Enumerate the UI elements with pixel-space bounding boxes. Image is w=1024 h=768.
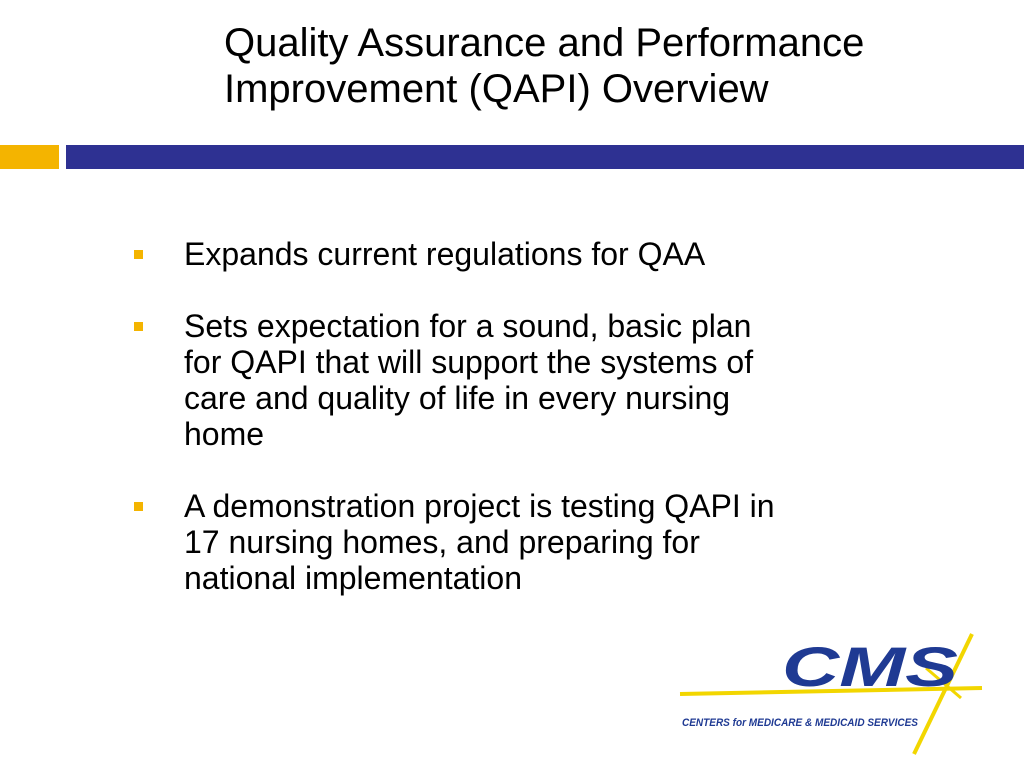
- bullet-line: 17 nursing homes, and preparing for: [184, 524, 700, 560]
- bullet-line: Expands current regulations for QAA: [184, 236, 706, 272]
- title-divider-gold-bar: [0, 145, 59, 169]
- bullet-item: [132, 236, 892, 272]
- title-divider-blue-bar: [66, 145, 1024, 169]
- bullet-item: [132, 488, 892, 596]
- square-bullet-icon: [134, 322, 143, 331]
- bullet-item: [132, 308, 892, 452]
- bullet-line: Sets expectation for a sound, basic plan: [184, 308, 752, 344]
- slide-title: [224, 20, 1004, 112]
- slide-title-line-1: Quality Assurance and Performance: [224, 21, 865, 65]
- cms-logo: [676, 628, 988, 760]
- bullet-line: care and quality of life in every nursing: [184, 380, 731, 416]
- bullet-line: national implementation: [184, 560, 522, 596]
- slide-title-line-2: Improvement (QAPI) Overview: [224, 67, 769, 111]
- bullet-line: A demonstration project is testing QAPI in: [184, 488, 775, 524]
- bullet-line: for QAPI that will support the systems of: [184, 344, 754, 380]
- bullet-list: [132, 236, 892, 632]
- bullet-text: [184, 488, 892, 596]
- logo-letters: CMS: [782, 635, 958, 698]
- logo-tagline: CENTERS for MEDICARE & MEDICAID SERVICES: [682, 717, 919, 729]
- bullet-text: [184, 236, 892, 272]
- square-bullet-icon: [134, 502, 143, 511]
- bullet-line: home: [184, 416, 265, 452]
- square-bullet-icon: [134, 250, 143, 259]
- bullet-text: [184, 308, 892, 452]
